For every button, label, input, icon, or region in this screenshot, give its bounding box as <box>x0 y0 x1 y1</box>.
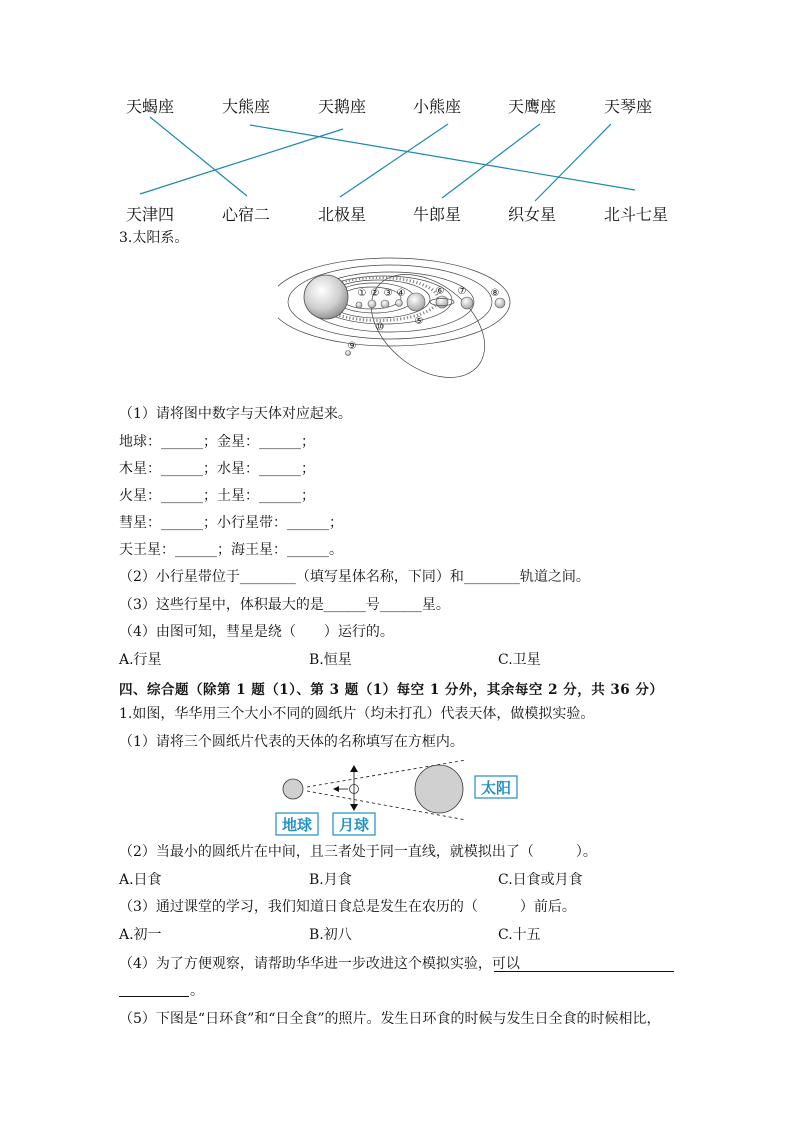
moon-label: 月球 <box>338 816 370 834</box>
match-line-cygnus <box>140 129 343 194</box>
star-polaris: 北极星 <box>318 205 367 224</box>
constellation-lyra: 天琴座 <box>604 97 653 116</box>
matching-lines <box>0 0 794 230</box>
q3-option-a: A.行星 <box>119 652 162 668</box>
planets <box>346 293 506 356</box>
constellation-aquila: 天鹰座 <box>508 97 557 116</box>
constellation-ursa-major: 大熊座 <box>222 97 271 116</box>
earth-disc <box>283 779 303 799</box>
star-big-dipper: 北斗七星 <box>604 205 669 224</box>
star-vega: 织女星 <box>508 205 557 224</box>
earth-label: 地球 <box>281 816 313 834</box>
planet-label-7: ⑦ <box>457 286 467 297</box>
s4-q1-sub2: （2）当最小的圆纸片在中间，且三者处于同一直线，就模拟出了（ ）。 <box>119 844 597 860</box>
planet-label-1: ① <box>357 288 367 299</box>
s4-sub3-option-b: B.初八 <box>309 927 352 943</box>
s4-q1-sub5: （5）下图是“日环食”和“日全食”的照片。发生日环食的时候与发生日全食的时候相比， <box>119 1011 661 1027</box>
solar-system-diagram <box>278 250 518 395</box>
s4-q1: 1.如图，华华用三个大小不同的圆纸片（均未打孔）代表天体，做模拟实验。 <box>119 706 595 722</box>
planet-label-3: ③ <box>383 288 393 299</box>
arrow-left-icon <box>333 786 339 792</box>
eclipse-diagram <box>0 755 794 840</box>
q3-sub2: （2）小行星带位于________（填写星体名称，下同）和________轨道之间。 <box>119 569 590 585</box>
q3-answer-line-2: 木星：______；水星：______； <box>119 461 315 477</box>
planet-label-10: ⑩ <box>375 322 385 333</box>
match-line-ursa-minor <box>340 124 448 197</box>
s4-sub3-option-c: C.十五 <box>498 927 541 943</box>
constellation-cygnus: 天鹅座 <box>318 97 367 116</box>
constellation-ursa-minor: 小熊座 <box>413 97 462 116</box>
star-antares: 心宿二 <box>222 205 271 224</box>
s4-sub3-option-a: A.初一 <box>119 927 162 943</box>
q3-answer-line-5: 天王星：______；海王星：______。 <box>119 542 343 558</box>
match-line-aquila <box>442 124 540 198</box>
sun-body <box>304 275 348 319</box>
sun-label: 太阳 <box>480 779 512 797</box>
s4-q1-sub1: （1）请将三个圆纸片代表的天体的名称填写在方框内。 <box>119 734 464 750</box>
s4-q1-sub4: （4）为了方便观察，请帮助华华进一步改进这个模拟实验，可以 <box>119 956 520 972</box>
s4-sub4-end: 。 <box>190 983 204 999</box>
q3-option-c: C.卫星 <box>498 652 541 668</box>
s4-sub2-option-b: B.月食 <box>309 872 352 888</box>
match-line-lyra <box>535 124 611 201</box>
star-deneb: 天津四 <box>126 205 175 224</box>
s4-q1-sub3: （3）通过课堂的学习，我们知道日食总是发生在农历的（ ）前后。 <box>119 899 576 915</box>
planet-label-2: ② <box>370 288 380 299</box>
match-line-scorpius <box>150 117 247 196</box>
answer-blank-line-1[interactable] <box>494 971 674 972</box>
q3-sub1: （1）请将图中数字与天体对应起来。 <box>119 406 352 422</box>
q3-answer-line-4: 彗星：______；小行星带：______； <box>119 515 343 531</box>
planet-label-4: ④ <box>396 288 406 299</box>
constellation-scorpius: 天蝎座 <box>126 97 175 116</box>
sun-disc <box>415 765 463 813</box>
q3-sub3: （3）这些行星中，体积最大的是______号______星。 <box>119 597 450 613</box>
planet-label-9: ⑨ <box>347 341 357 352</box>
orbit-lines <box>278 254 510 395</box>
section-4-heading: 四、综合题（除第 1 题（1）、第 3 题（1）每空 1 分外，其余每空 2 分，共 36 分） <box>119 682 664 698</box>
planet-label-5: ⑤ <box>414 316 424 327</box>
planet-label-8: ⑧ <box>490 288 500 299</box>
s4-sub2-option-a: A.日食 <box>119 872 162 888</box>
q3-sub4: （4）由图可知，彗星是绕（ ）运行的。 <box>119 624 394 640</box>
answer-blank-line-2[interactable] <box>119 996 189 997</box>
arrow-up-icon <box>350 765 358 772</box>
star-altair: 牛郎星 <box>413 205 462 224</box>
planet-label-6: ⑥ <box>435 286 445 297</box>
q3-title: 3.太阳系。 <box>119 230 189 246</box>
s4-sub2-option-c: C.日食或月食 <box>498 872 583 888</box>
q3-option-b: B.恒星 <box>309 652 352 668</box>
q3-answer-line-1: 地球：______；金星：______； <box>119 434 315 450</box>
q3-answer-line-3: 火星：______；土星：______； <box>119 488 315 504</box>
arrow-down-icon <box>350 804 358 811</box>
